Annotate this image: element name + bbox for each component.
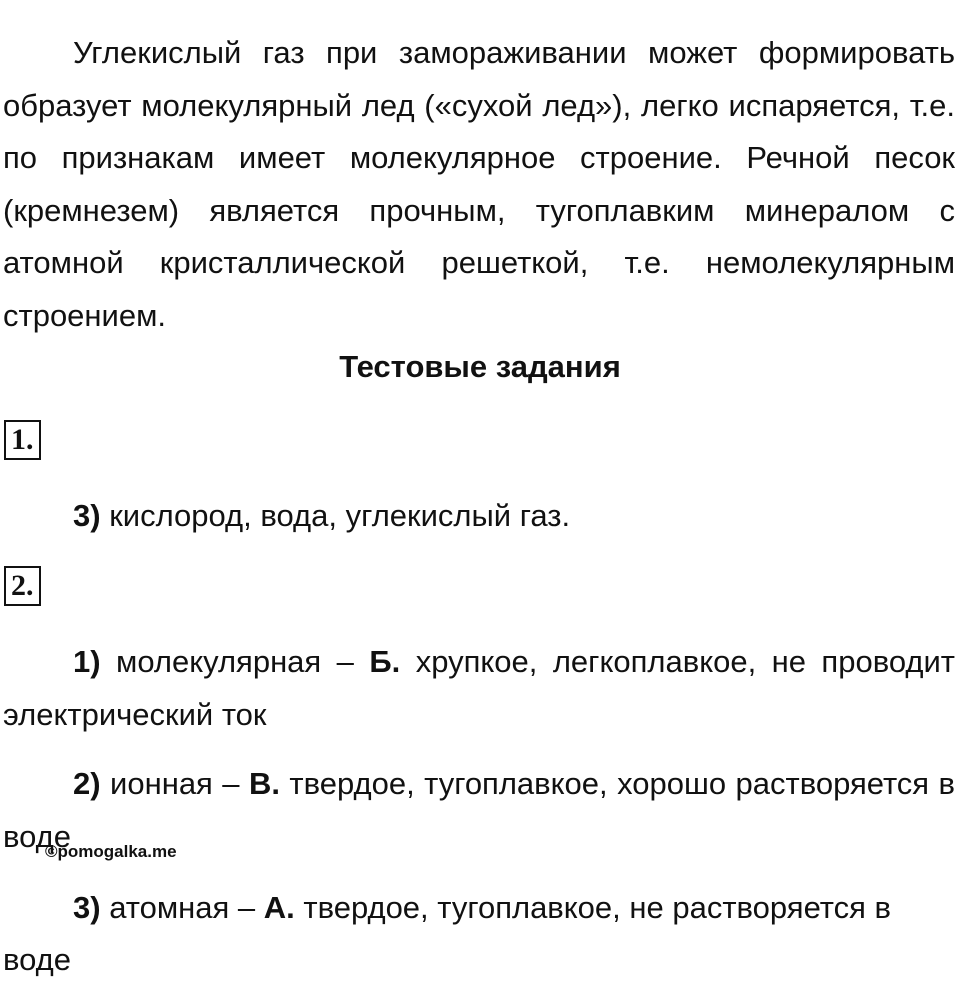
- question-2-answer-3: 3) атомная – А. твердое, тугоплавкое, не растворяется в: [73, 890, 892, 925]
- question-2-answer-2: 2) ионная – В. твердое, тугоплавкое, хорошо растворяется в воде: [3, 766, 956, 854]
- section-heading: Тестовые задания: [339, 349, 621, 384]
- question-1-number: [4, 420, 41, 460]
- question-2-box: 2.: [4, 566, 41, 606]
- question-2-number: [4, 566, 41, 606]
- question-2-answer-1: 1) молекулярная – Б. хрупкое, легкоплавкое, не проводит электрический ток: [3, 644, 955, 732]
- question-1-box: 1.: [4, 420, 41, 460]
- answer-text: кислород, вода, углекислый газ.: [100, 498, 571, 533]
- question-1-answer: [73, 492, 570, 540]
- answer-label: 3): [73, 498, 101, 533]
- watermark: ©pomogalka.me: [45, 842, 177, 861]
- question-2-answer-3-continuation: воде: [3, 942, 72, 977]
- intro-paragraph: Углекислый газ при замораживании может формировать образует молекулярный лед («сухой лед»), легко испаряется, т.е. по признакам имеет молекулярное строение. Речной песок (кремнезем) является прочным, тугоплавким минералом с атомной кристаллической решеткой, т.е. немолекулярным строением.: [3, 35, 955, 333]
